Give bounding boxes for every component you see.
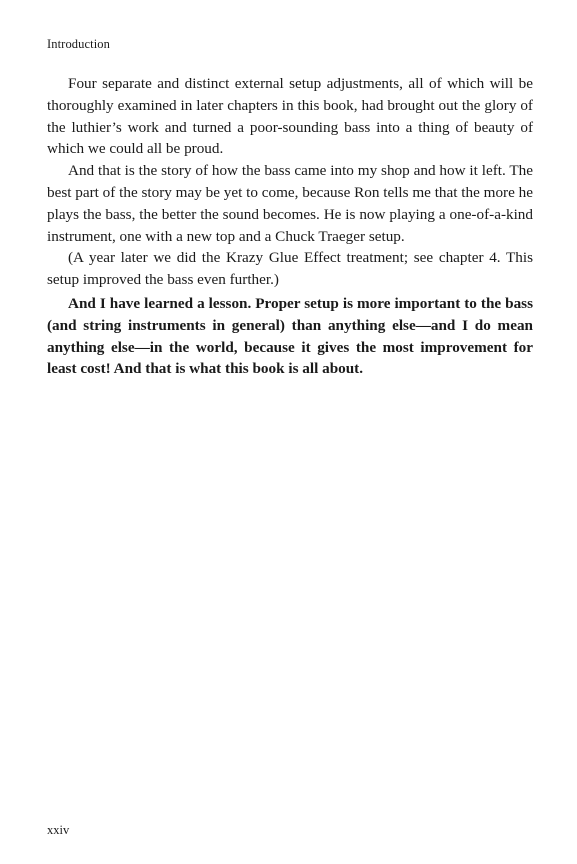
page-number: xxiv xyxy=(47,823,70,837)
paragraph-krazy-glue: (A year later we did the Krazy Glue Effect treatment; see chapter 4. This setup improved the bass even further.) xyxy=(47,249,533,289)
paragraph-lesson: And I have learned a lesson. Proper setup is more important to the bass (and string instruments in general) than anything else—and I do mean anything else—in the world, because it gives the most improvement for least cost! And that is what this book is all about. xyxy=(47,294,533,378)
body-text xyxy=(47,73,533,380)
running-head: Introduction xyxy=(47,37,110,51)
paragraph-bass-story: And that is the story of how the bass came into my shop and how it left. The best part of the story may be yet to come, because Ron tells me that the more he plays the bass, the better the sound becomes. He is now playing a one-of-a-kind instrument, one with a new top and a Chuck Traeger setup. xyxy=(47,162,533,245)
paragraph-setup-adjustments: Four separate and distinct external setup adjustments, all of which will be thoroughly examined in later chapters in this book, had brought out the glory of the luthier’s work and turned a poor-sounding bass into a thing of beauty of which we could all be proud. xyxy=(47,75,533,158)
